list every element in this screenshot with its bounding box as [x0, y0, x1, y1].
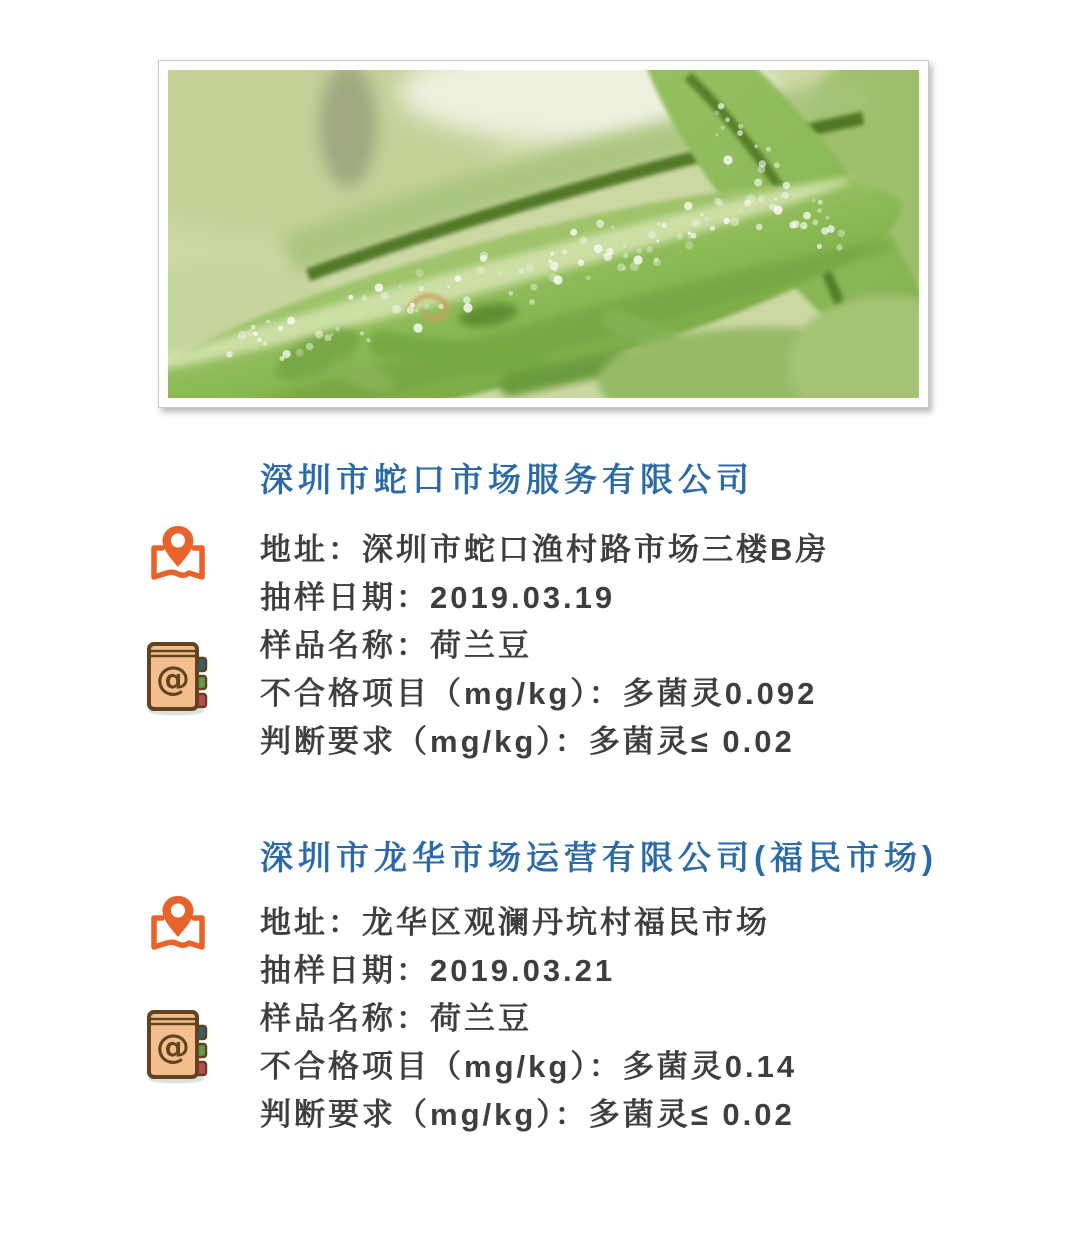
company-title-2: 深圳市龙华市场运营有限公司(福民市场) [260, 839, 938, 876]
requirement-line: 判断要求（mg/kg）：多菌灵≤ 0.02 [260, 724, 795, 759]
failed-item-line: 不合格项目（mg/kg）：多菌灵0.14 [260, 1049, 798, 1084]
snow-peas-illustration [168, 70, 919, 398]
failed-item-line: 不合格项目（mg/kg）：多菌灵0.092 [260, 676, 818, 711]
requirement-line: 判断要求（mg/kg）：多菌灵≤ 0.02 [260, 1097, 795, 1132]
sample-name-line: 样品名称：荷兰豆 [260, 628, 532, 663]
sample-date-line: 抽样日期：2019.03.19 [260, 580, 616, 615]
svg-text:@: @ [156, 659, 190, 699]
map-pin-icon [146, 522, 210, 593]
sample-date-line: 抽样日期：2019.03.21 [260, 953, 616, 988]
svg-text:@: @ [156, 1027, 190, 1067]
address-book-icon [144, 640, 216, 723]
sample-name-line: 样品名称：荷兰豆 [260, 1001, 532, 1036]
address-line: 地址：龙华区观澜丹坑村福民市场 [260, 905, 770, 940]
address-book-icon [144, 1008, 216, 1091]
map-pin-icon [146, 892, 210, 963]
company-title-1: 深圳市蛇口市场服务有限公司 [260, 461, 754, 498]
snow-peas-photo [158, 60, 929, 408]
address-line: 地址：深圳市蛇口渔村路市场三楼B房 [260, 532, 830, 567]
